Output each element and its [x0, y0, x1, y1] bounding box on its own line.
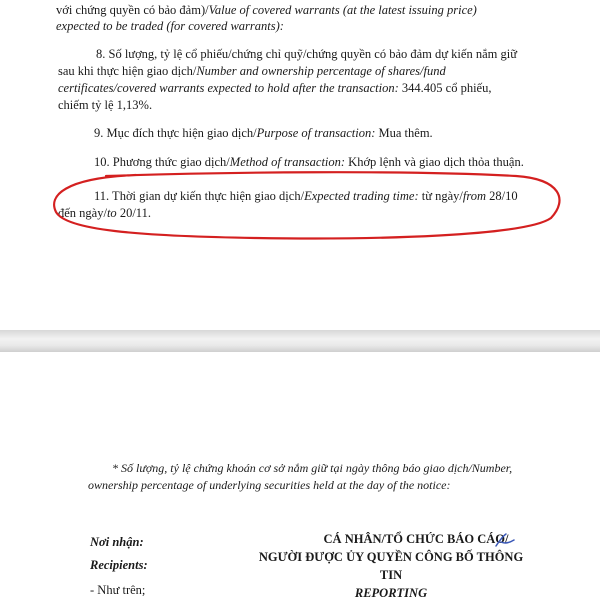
text-segment-italic: Recipients:: [90, 558, 148, 572]
item-9: [94, 125, 433, 141]
text-segment-italic: ownership percentage of underlying securities held at the day of the notice:: [88, 478, 451, 492]
item-8-line-4: [58, 97, 152, 113]
page-separator: [0, 330, 600, 352]
signature-heading-1: CÁ NHÂN/TỔ CHỨC BÁO CÁO/: [323, 532, 509, 546]
text-segment: 11. Thời gian dự kiến thực hiện giao dịch/: [94, 189, 305, 203]
text-segment-italic: Nơi nhận:: [90, 535, 144, 549]
text-segment-italic: Expected trading time:: [304, 189, 419, 203]
recipients-label-vi: [90, 534, 144, 550]
text-line: [56, 2, 477, 18]
text-segment-italic: Number and ownership percentage of shares/fund: [196, 64, 446, 78]
recipients-item: [90, 582, 145, 598]
signature-heading-4: REPORTING: [354, 586, 428, 600]
item-10: [94, 154, 524, 170]
text-segment: 10. Phương thức giao dịch/: [94, 155, 230, 169]
text-segment-italic: * Số lượng, tỷ lệ chứng khoán cơ sở nắm giữ tại ngày thông báo giao dịch/Number,: [112, 461, 513, 475]
text-segment: Mua thêm.: [375, 126, 433, 140]
recipients-label-en: [90, 557, 148, 573]
signature-heading-2: NGƯỜI ĐƯỢC ỦY QUYỀN CÔNG BỐ THÔNG: [258, 550, 524, 564]
item-8-line-2: [58, 63, 446, 79]
text-segment: 344.405 cổ phiếu,: [398, 81, 492, 95]
text-segment: sau khi thực hiện giao dịch/: [58, 64, 197, 78]
text-segment-italic: Value of covered warrants (at the latest issuing price): [208, 3, 477, 17]
text-segment-italic: expected to be traded (for covered warrants):: [56, 19, 284, 33]
text-segment: 28/10: [486, 189, 518, 203]
text-segment: 20/11.: [116, 206, 151, 220]
text-segment: với chứng quyền có bảo đảm)/: [56, 3, 209, 17]
note-line-1: [112, 460, 512, 476]
text-segment: 9. Mục đích thực hiện giao dịch/: [94, 126, 257, 140]
item-11-line-2: [58, 205, 151, 221]
text-line: [56, 18, 284, 34]
text-segment-italic: to: [106, 206, 117, 220]
text-segment: - Như trên;: [90, 583, 146, 597]
text-segment: chiếm tỷ lệ 1,13%.: [58, 98, 153, 112]
text-segment: từ ngày/: [418, 189, 463, 203]
text-segment-italic: from: [462, 189, 487, 203]
signature-heading-3: TIN: [379, 568, 403, 582]
text-segment: Khớp lệnh và giao dịch thỏa thuận.: [345, 155, 524, 169]
document-page-2: [0, 352, 600, 600]
item-8-line-1: [96, 46, 517, 62]
text-segment-italic: Method of transaction:: [229, 155, 346, 169]
text-segment: đến ngày/: [58, 206, 107, 220]
text-segment-italic: Purpose of transaction:: [256, 126, 376, 140]
item-8-line-3: [58, 80, 491, 96]
note-line-2: [88, 477, 450, 493]
text-segment-italic: certificates/covered warrants expected to hold after the transaction:: [58, 81, 399, 95]
text-segment: 8. Số lượng, tỷ lệ cổ phiếu/chứng chỉ quỹ/chứng quyền có bảo đảm dự kiến nắm giữ: [96, 47, 517, 61]
item-11-line-1: [94, 188, 518, 204]
